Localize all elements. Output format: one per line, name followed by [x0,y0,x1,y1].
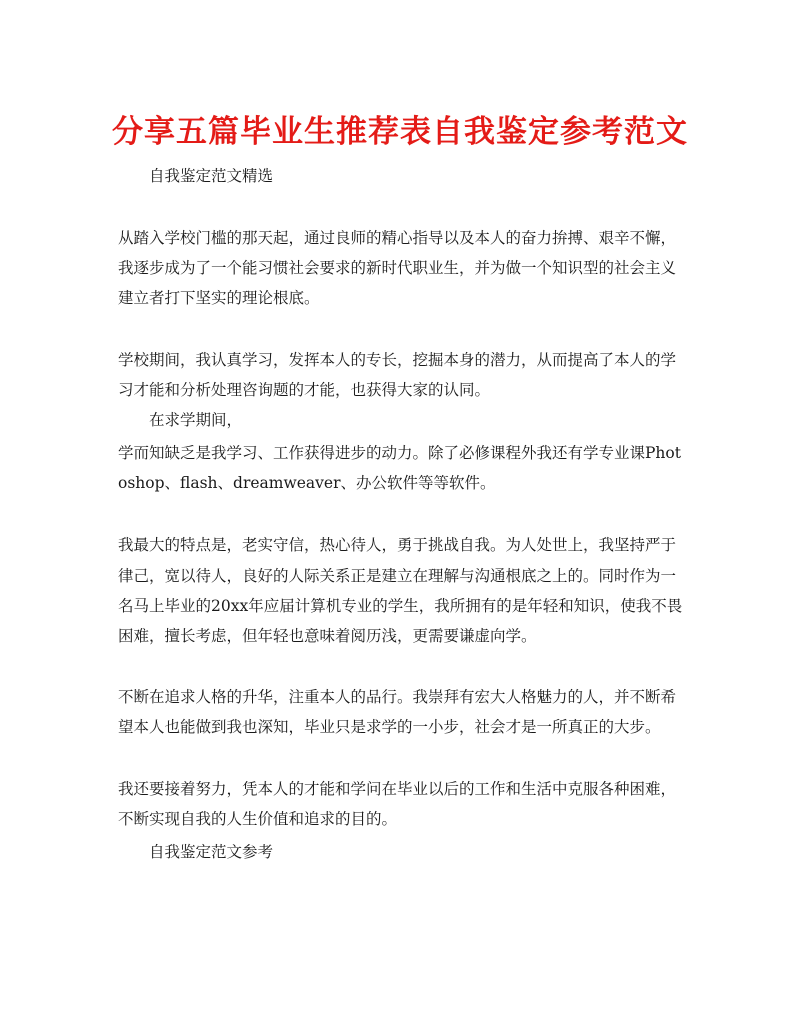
paragraph-line: 我逐步成为了一个能习惯社会要求的新时代职业生，并为做一个知识型的社会主义 [118,259,677,277]
paragraph-line: 不断实现自我的人生价值和追求的目的。 [118,810,398,828]
paragraph-line: 学校期间，我认真学习，发挥本人的专长，挖掘本身的潜力，从而提高了本人的学 [118,351,677,369]
paragraph-line: 不断在追求人格的升华，注重本人的品行。我崇拜有宏大人格魅力的人，并不断希 [118,688,677,706]
paragraph-line: 建立者打下坚实的理论根底。 [118,289,320,307]
paragraph-line: oshop、flash、dreamweaver、办公软件等等软件。 [118,474,496,492]
paragraph-line: 从踏入学校门槛的那天起，通过良师的精心指导以及本人的奋力拚搏、艰辛不懈， [118,229,677,247]
paragraph-line: 学而知缺乏是我学习、工作获得进步的动力。除了必修课程外我还有学专业课Phot [118,444,681,462]
section-heading: 自我鉴定范文精选 [149,167,274,185]
paragraph-line: 习才能和分析处理咨询题的才能，也获得大家的认同。 [118,381,491,399]
paragraph-line: 我最大的特点是，老实守信，热心待人，勇于挑战自我。为人处世上，我坚持严于 [118,536,677,554]
paragraph-line: 困难，擅长考虑，但年轻也意味着阅历浅，更需要谦虚向学。 [118,627,537,645]
paragraph-line: 在求学期间， [149,411,243,429]
paragraph-line: 律己，宽以待人，良好的人际关系正是建立在理解与沟通根底之上的。同时作为一 [118,567,677,585]
page-title: 分享五篇毕业生推荐表自我鉴定参考范文 [112,114,688,150]
paragraph-line: 我还要接着努力，凭本人的才能和学问在毕业以后的工作和生活中克服各种困难， [118,780,677,798]
paragraph-line: 望本人也能做到我也深知，毕业只是求学的一小步，社会才是一所真正的大步。 [118,718,661,736]
section-heading: 自我鉴定范文参考 [149,843,274,861]
paragraph-line: 名马上毕业的20xx年应届计算机专业的学生，我所拥有的是年轻和知识，使我不畏 [118,597,683,615]
